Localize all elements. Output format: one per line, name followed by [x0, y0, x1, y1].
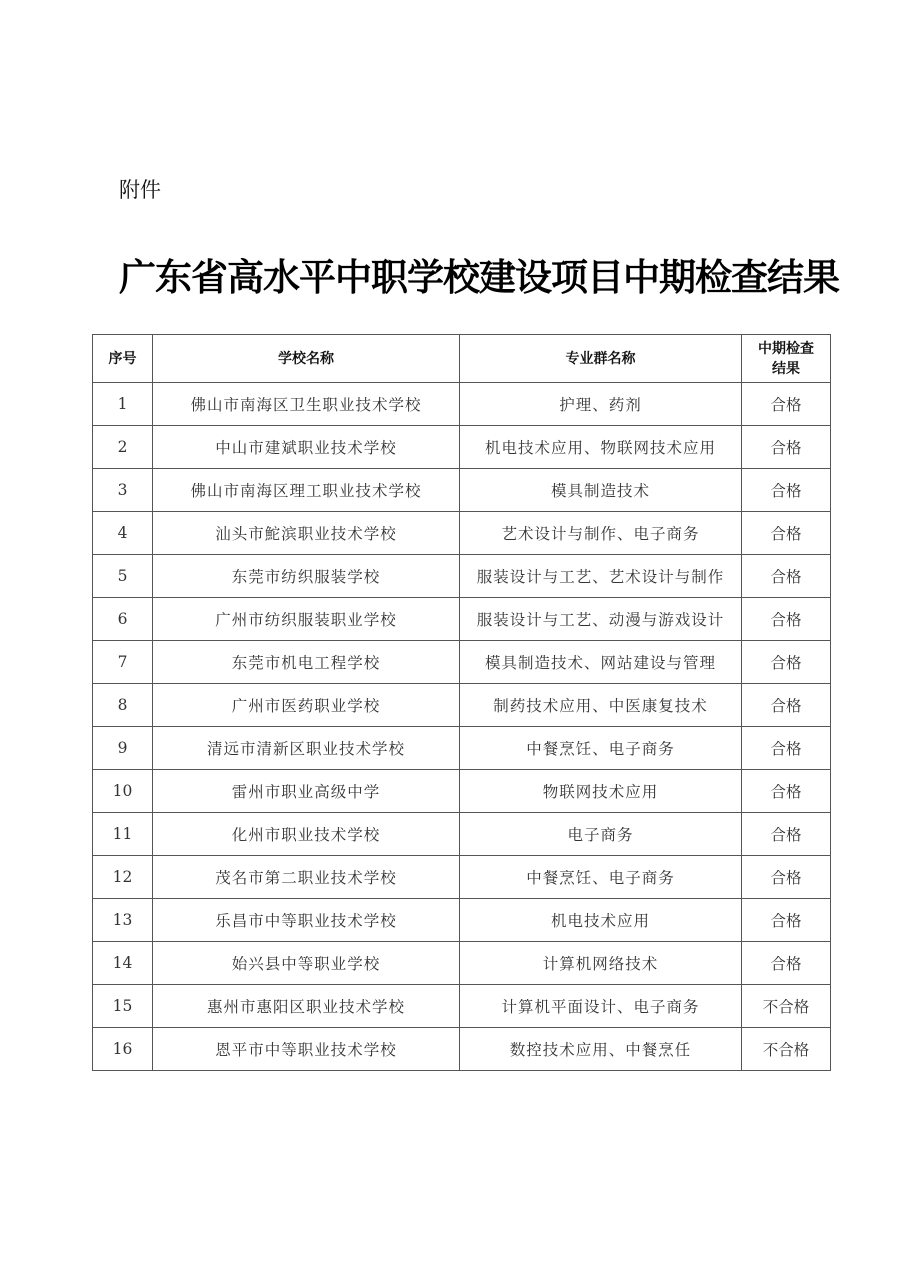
row-index: 11: [93, 813, 153, 856]
row-school-name: 广州市纺织服装职业学校: [153, 598, 460, 641]
row-school-name: 茂名市第二职业技术学校: [153, 856, 460, 899]
row-result: 合格: [742, 899, 831, 942]
row-major-group: 艺术设计与制作、电子商务: [460, 512, 742, 555]
row-major-group: 服装设计与工艺、动漫与游戏设计: [460, 598, 742, 641]
row-school-name: 佛山市南海区卫生职业技术学校: [153, 383, 460, 426]
document-title: 广东省高水平中职学校建设项目中期检查结果: [119, 255, 839, 299]
row-major-group: 计算机网络技术: [460, 942, 742, 985]
row-result: 合格: [742, 426, 831, 469]
row-major-group: 机电技术应用: [460, 899, 742, 942]
header-major-group: 专业群名称: [460, 335, 742, 383]
table-row: [93, 426, 831, 469]
table-row: [93, 598, 831, 641]
row-result: 不合格: [742, 985, 831, 1028]
row-index: 12: [93, 856, 153, 899]
table-header-row: [93, 335, 831, 383]
row-school-name: 汕头市鮀滨职业技术学校: [153, 512, 460, 555]
results-table: [92, 334, 831, 1071]
row-result: 合格: [742, 469, 831, 512]
table-row: [93, 684, 831, 727]
table-row: [93, 856, 831, 899]
row-major-group: 模具制造技术、网站建设与管理: [460, 641, 742, 684]
row-index: 1: [93, 383, 153, 426]
row-index: 15: [93, 985, 153, 1028]
row-index: 14: [93, 942, 153, 985]
row-result: 合格: [742, 770, 831, 813]
header-index: 序号: [93, 335, 153, 383]
table-row: [93, 770, 831, 813]
row-school-name: 化州市职业技术学校: [153, 813, 460, 856]
row-school-name: 中山市建斌职业技术学校: [153, 426, 460, 469]
table-row: [93, 469, 831, 512]
row-school-name: 恩平市中等职业技术学校: [153, 1028, 460, 1071]
row-major-group: 护理、药剂: [460, 383, 742, 426]
table-row: [93, 1028, 831, 1071]
row-school-name: 东莞市机电工程学校: [153, 641, 460, 684]
row-result: 不合格: [742, 1028, 831, 1071]
row-major-group: 数控技术应用、中餐烹任: [460, 1028, 742, 1071]
attachment-label: 附件: [119, 178, 161, 202]
row-school-name: 清远市清新区职业技术学校: [153, 727, 460, 770]
header-result: [742, 335, 831, 383]
row-major-group: 机电技术应用、物联网技术应用: [460, 426, 742, 469]
row-result: 合格: [742, 856, 831, 899]
row-index: 2: [93, 426, 153, 469]
row-major-group: 中餐烹饪、电子商务: [460, 856, 742, 899]
header-school: 学校名称: [153, 335, 460, 383]
row-result: 合格: [742, 641, 831, 684]
row-index: 4: [93, 512, 153, 555]
row-school-name: 雷州市职业高级中学: [153, 770, 460, 813]
row-index: 5: [93, 555, 153, 598]
row-major-group: 电子商务: [460, 813, 742, 856]
row-index: 9: [93, 727, 153, 770]
row-major-group: 制药技术应用、中医康复技术: [460, 684, 742, 727]
table-row: [93, 555, 831, 598]
row-major-group: 物联网技术应用: [460, 770, 742, 813]
row-index: 3: [93, 469, 153, 512]
row-major-group: 模具制造技术: [460, 469, 742, 512]
row-school-name: 惠州市惠阳区职业技术学校: [153, 985, 460, 1028]
row-result: 合格: [742, 684, 831, 727]
table-row: [93, 383, 831, 426]
table-row: [93, 899, 831, 942]
row-index: 8: [93, 684, 153, 727]
row-result: 合格: [742, 512, 831, 555]
header-result-line1: 中期检查: [758, 340, 814, 357]
row-result: 合格: [742, 598, 831, 641]
table-row: [93, 813, 831, 856]
table-row: [93, 942, 831, 985]
table-row: [93, 641, 831, 684]
row-index: 7: [93, 641, 153, 684]
row-index: 6: [93, 598, 153, 641]
row-result: 合格: [742, 727, 831, 770]
table-row: [93, 727, 831, 770]
row-result: 合格: [742, 942, 831, 985]
row-major-group: 中餐烹饪、电子商务: [460, 727, 742, 770]
row-major-group: 计算机平面设计、电子商务: [460, 985, 742, 1028]
row-major-group: 服装设计与工艺、艺术设计与制作: [460, 555, 742, 598]
row-index: 13: [93, 899, 153, 942]
row-result: 合格: [742, 813, 831, 856]
row-index: 16: [93, 1028, 153, 1071]
row-school-name: 始兴县中等职业学校: [153, 942, 460, 985]
row-result: 合格: [742, 383, 831, 426]
row-school-name: 东莞市纺织服装学校: [153, 555, 460, 598]
header-result-line2: 结果: [772, 360, 800, 377]
row-school-name: 乐昌市中等职业技术学校: [153, 899, 460, 942]
row-school-name: 广州市医药职业学校: [153, 684, 460, 727]
row-school-name: 佛山市南海区理工职业技术学校: [153, 469, 460, 512]
table-row: [93, 985, 831, 1028]
table-row: [93, 512, 831, 555]
row-result: 合格: [742, 555, 831, 598]
row-index: 10: [93, 770, 153, 813]
